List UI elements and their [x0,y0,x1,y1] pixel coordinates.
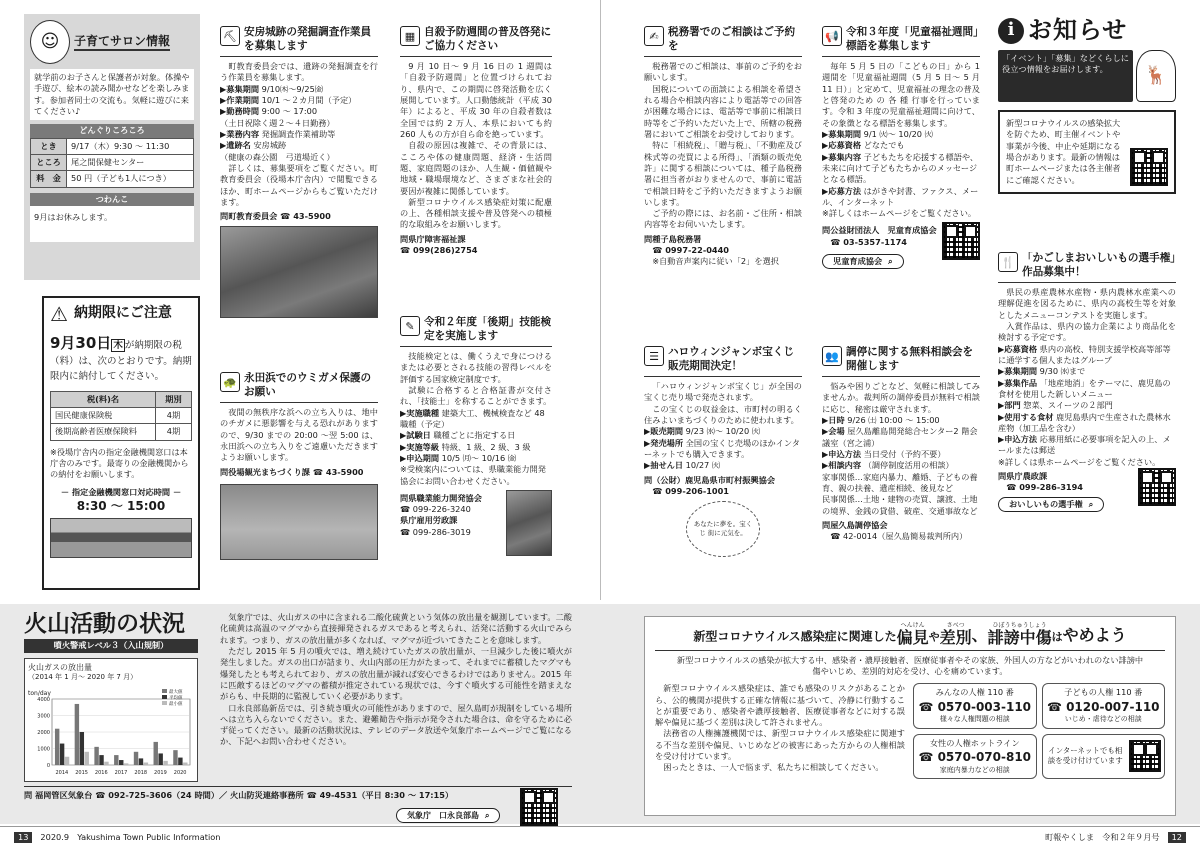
volcano-body-3: 口永良部島新岳では、引き続き噴火の可能性がありますので、屋久島町が規制をしている場所へは立ち入らないでください。また、避難勧告や指示が発令された場合は、命を守るために必ず従ってください。最新の活動状況は、テレビのデータ放送や気象庁ホームページでご覧になるか、下記へお問い合わせください。 [220,702,572,747]
salon-table [30,138,194,188]
volcano-body-1: 気象庁では、火山ガスの中に含まれる二酸化硫黄という気体の放出量を観測しています。二酸化硫黄は高温のマグマから直接揮発されるガスであると考えられ、活発に活動する火山でみられます。つまり、ガスの放出量が多くなれば、マグマが近づいてきたことを意味します。 [220,612,572,645]
deer-mascot-icon: 🦌 [1136,50,1176,102]
y-tick-label: 2000 [37,730,50,736]
lottery-tel: ☎ 099-206-1001 [652,485,730,496]
turtle-title: 永田浜でのウミガメ保護のお願い [244,372,372,398]
lottery-dept: 問（公財）鹿児島県市町村振興協会 [644,474,776,485]
volcano-footer: 問 福岡管区気象台 ☎ 092-725-3606（24 時間）／ 火山防災連絡事務所 ☎ 49-4531（平日 8:30 ～ 17:15） [24,786,572,801]
calendar-icon: ▦ [400,26,420,46]
taxoffice-body-4: ご予約の際には、お名前・ご住所・相談内容等をお伺いいたします。 [644,208,802,230]
search-icon: ⌕ [888,256,893,267]
bar-最大値 [154,742,158,765]
qr-code[interactable] [1130,148,1168,186]
turtle-photo [220,484,378,560]
mediation-body-1: 悩みや困りごとなど、気軽に相談してみませんか。裁判所の調停委員が無料で相談に応じ、秘密は厳守されます。 [822,381,980,414]
legend-label: 最大値 [169,690,183,695]
ticket-icon: ☰ [644,346,664,366]
tax-section [42,296,200,590]
notice-section [998,14,1176,246]
taxoffice-section [644,26,802,338]
internet-box: インターネットでも相談を受け付けています [1042,734,1166,780]
table-row: ところ 尾之間保健センター [31,154,194,170]
taxoffice-body-1: 税務署でのご相談は、事前のご予約をお願いします。 [644,61,802,83]
info-icon: i [998,18,1024,44]
food-note: ※詳しくは県ホームページをご覧ください。 [998,456,1161,467]
bar-最小値 [85,752,89,765]
salon-body: 就学前のお子さんと保護者が対象。体操や手遊び、絵本の読み聞かせなどを楽しみます。参加者同士の交流も。気軽に遊びに来てください♪ [30,69,194,120]
page-fold [600,0,601,600]
legend-swatch [162,695,167,699]
mediation-title: 調停に関する無料相談会を開催します [846,346,974,372]
excavation-photo [220,226,378,318]
rights-lead: 新型コロナウイルスの感染が拡大する中、感染者・濃厚接触者、医療従事者やその家族、外国人の方などがいわれのない誹謗中傷やいじめ、差別的対応を受け、心を痛めています。 [676,654,1144,676]
bank-building-image [50,518,192,558]
bar-最大値 [94,747,98,765]
bar-最大値 [114,755,118,765]
legend-label: 最小値 [169,702,183,707]
excavation-dept: 問町教育委員会 ☎ 43-5900 [220,211,331,222]
bar-平均値 [178,758,182,765]
skill-dept-1: 問県職業能力開発協会 [400,492,482,503]
skill-section: ✎ 令和２年度「後期」技能検定を実施します 技能検定とは、働くうえで身につけるまたは必要とされる技能の習得レベルを評価する国家検定制度です。 試験に合格すると合格証書が交付され、「技能士」を称することができます。 ▶実施職種 建築大工、機械検査など 48 職種（予定） ▶試験日 職種ごとに指定する日 ▶実施等級 特級、1 級、2 級、3 級 ▶申込期間 10/5 ㈪～ 10/16 ㈮ ※受検案内については、県職業能力開発協会にお問い合わせください。 問県職業能力開発協会 ☎ 099-226-3240 県庁雇用労政課 ☎ 099-286-3019 [400,316,552,592]
mediation-section: 👥 調停に関する無料相談会を開催します 悩みや困りごとなど、気軽に相談してみませんか。裁判所の調停委員が無料で相談に応じ、秘密は厳守されます。 ▶日時 9/26 ㈯ 10:00 ～ 15:00 ▶会場 屋久島離島開発総合センター2 階会議室（宮之浦） ▶申込方法 当日受付（予約不要） ▶相談内容 （調停制度活用の相談） 家事関係…家庭内暴力、離婚、子どもの養育、親の扶養、遺産相続、後見など 民事関係…土地・建物の売買、譲渡、土地の境界、金銭の貸借、破産、交通事故など 問屋久島調停協会 ☎ 42-0014（屋久島簡易裁判所内） [822,346,980,542]
lottery-body-1: 「ハロウィンジャンボ宝くじ」が全国の宝くじ売り場で発売されます。 [644,381,802,403]
excavation-section: ⛏ 安房城跡の発掘調査作業員を募集します 町教育委員会では、遺跡の発掘調査を行う作業員を募集します。 ▶募集期間 9/10㈭～9/25㈮ ▶作業期間 10/1 ～２カ月間（予定） ▶勤務時間 9:00 ～ 17:00 （土日祝除く週２～４日勤務） ▶業務内容 発掘調査作業補助等 ▶遺跡名 安房城跡 （健康の森公園 弓道場近く） 詳しくは、募集要項をご覧ください。町教育委員会（役場本庁舎内）で閲覧できるほか、町ホームページからもご覧いただけます。 問町教育委員会 ☎ 43-5900 [220,26,378,366]
chart-box [24,658,198,782]
table-row: 料 金 50 円（子ども1人につき） [31,171,194,187]
volcano-level: 噴火警戒レベル３（入山規制） [24,639,198,652]
notice-title: お知らせ [1028,16,1128,44]
suicide-dept: 問県庁障害福祉課 [400,233,466,244]
bar-最大値 [134,752,138,765]
legend-label: 平均値 [169,696,183,701]
skill-dept-2: 県庁雇用労政課 [400,515,458,526]
excavation-title: 安房城跡の発掘調査作業員を募集します [244,26,372,52]
skill-body-2: 試験に合格すると合格証書が交付され、「技能士」を称することができます。 [400,385,552,407]
x-tick-label: 2019 [154,770,167,776]
volcano-search-button[interactable]: 気象庁 口永良部島 ⌕ [396,808,500,823]
food-section: 🍴 「かごしまおいしいもの選手権」作品募集中！ 県民の県産農林水産物・県内農林水産業への理解促進を図るために、県内の高校生等を対象としたメニューコンテストを実施します。 入賞作品は、県内の協力企業により商品化を検討する予定です。 ▶応募資格 県内の高校、特別支援学校高等部等に通学する個人またはグループ ▶募集期間 9/30 ㈬まで ▶募集作品 「地産地消」をテーマに、鹿児島の食材を使用した新しいメニュー ▶部門 惣菜、スイーツの２部門 ▶使用する食材 鹿児島県内で生産された農林水産物（加工品を含む） ▶申込方法 応募用紙に必要事項を記入の上、メールまたは郵送 ※詳しくは県ホームページをご覧ください。 問県庁農政課 ☎ 099-286-3194 おいしいもの選手権 ⌕ [998,252,1176,594]
tax-note: ※役場庁舎内の指定金融機関窓口は本庁舎のみです。最寄りの金融機関からの納付をお願いします。 [50,446,189,480]
page-footer [0,826,1200,848]
excavation-intro: 町教育委員会では、遺跡の発掘調査を行う作業員を募集します。 [220,61,378,83]
mother-child-icon: ☺ [30,20,70,64]
people-meeting-icon: 👥 [822,346,842,366]
bar-最小値 [124,763,128,765]
legend-swatch [162,689,167,693]
bar-平均値 [99,755,103,765]
shovel-icon: ⛏ [220,26,240,46]
volcano-section [24,612,572,788]
poster-title: 令和３年度「児童福祉週間」標語を募集します [846,26,979,52]
chart-subtitle: （2014 年 1 月～ 2020 年 7 月） [28,673,138,682]
x-tick-label: 2016 [94,770,108,776]
food-body-1: 県民の県産農林水産物・県内農林水産業への理解促進を図るために、県内の高校生等を対象としたメニューコンテストを実施します。 [998,287,1176,320]
lottery-section: ☰ ハロウィンジャンボ宝くじ販売期間決定！ 「ハロウィンジャンボ宝くじ」が全国の宝くじ売り場で発売されます。 この宝くじの収益金は、市町村の明るく住みよいまちづくりのために使われます。 ▶販売期間 9/23 ㈬～ 10/20 ㈫ ▶発売場所 全国の宝くじ売場のほかインターネットでも購入できます。 ▶抽せん日 10/27 ㈫ 問（公財）鹿児島県市町村振興協会 ☎ 099-206-1001 あなたに夢を。宝くじ 街に元気を。 [644,346,802,594]
x-tick-label: 2018 [134,770,148,776]
x-tick-label: 2017 [114,770,128,776]
lottery-body-2: この宝くじの収益金は、市町村の明るく住みよいまちづくりのために使われます。 [644,403,802,426]
skill-tel-1: ☎ 099-226-3240 [400,504,471,515]
bar-最小値 [144,763,148,765]
food-title: 「かごしまおいしいもの選手権」作品募集中！ [1022,252,1176,278]
right-footer-text: 町報やくしま 令和２年９月号 [1044,831,1160,842]
suicide-body-1: 9 月 10 日～ 9 月 16 日の 1 週間は「自殺予防週間」と位置づけられており、県内で、この期間に啓発活動を広く展開しています。人口動態統計（平成 30 年）によると、平成 30 年の自殺者数は全国では約 2 万人、本県においても約 260 人もの方が自ら命を絶っています。 [400,61,552,139]
bar-最大値 [75,704,79,765]
bar-最小値 [163,761,167,765]
gas-chart [28,687,194,777]
poster-dept: 問公益財団法人 児童育成協会 [822,225,937,236]
mediation-tel: ☎ 42-0014（屋久島簡易裁判所内） [830,531,968,542]
bar-最小値 [65,757,69,765]
rights-body-2: 法務省の人権擁護機関では、新型コロナウイルス感染症に関連する不当な差別や偏見、いじめなどの被害にあった方からの人権相談を受け付けています。 [655,728,905,762]
suicide-section [400,26,552,310]
food-tel: ☎ 099-286-3194 [1006,482,1084,493]
suicide-title: 自殺予防週間の普及啓発にご協力ください [424,26,552,52]
warning-icon: ⚠ [50,302,68,326]
fork-spoon-icon: 🍴 [998,252,1018,272]
taxoffice-body-2: 国税についての面談による相談を希望される場合や相談内容により電話等での回答が困難な場合には、電話等で事前に相談日時等をご予約いただいた上で、所轄の税務署においてご相談をお受けしております。 [644,83,802,139]
turtle-dept: 問役場観光まちづくり課 ☎ 43-5900 [220,466,364,477]
suicide-tel: ☎ 099(286)2754 [400,245,478,256]
skill-tel-2: ☎ 099-286-3019 [400,526,471,537]
skill-note: ※受検案内については、県職業能力開発協会にお問い合わせください。 [400,464,546,486]
qr-code[interactable] [1138,468,1176,506]
bar-最大値 [55,729,59,765]
bar-最小値 [104,762,108,765]
turtle-section [220,372,378,594]
y-tick-label: 0 [46,763,50,769]
lottery-mascot: あなたに夢を。宝くじ 街に元気を。 [686,501,760,557]
rights-title: 新型コロナウイルス感染症に関連した へんけん 偏見 や さべつ 差別 、 ひぼうちゅうしょう 誹謗中傷 はやめよう [655,623,1165,651]
tax-title: 納期限にご注意 [73,305,172,322]
taxoffice-tel: ☎ 0997-22-0440 [652,245,730,256]
poster-search-button[interactable]: 児童育成協会 ⌕ [822,254,904,269]
qr-code[interactable] [1129,740,1161,772]
rights-body-1: 新型コロナウイルス感染症は、誰でも感染のリスクがあることから、公的機関が提供する正確な情報に基づいて、冷静に行動することが重要であり、感染者や濃厚接触者、医療従事者などに対する誤解や偏見に基づく差別は決して許されません。 [655,683,905,728]
tsuwanko-title: つわんこ [30,193,194,206]
qr-code[interactable] [520,788,558,826]
poster-body-1: 毎年 5 月 5 日の「こどもの日」から 1 週間を「児童福祉週間（5 月 5 日～ 5 月 11 日）」と定めて、児童福祉の理念の普及と啓発のため の 各 種 行事を行っています。令和 3 年度の児童福祉週間に向けて、その象徴となる標語を募集します。 [822,61,980,128]
volcano-title: 火山活動の状況 [24,612,185,637]
food-body-2: 入賞作品は、県内の協力企業により商品化を検討する予定です。 [998,321,1176,343]
bar-平均値 [80,732,84,765]
rights-body-3: 困ったときは、一人で悩まず、私たちに相談してください。 [663,762,884,773]
tax-hours-label: － 指定金融機関窓口対応時間 － [60,486,182,497]
chart-title: 火山ガスの放出量 [28,663,92,672]
left-page-number: 13 [14,832,32,843]
mediation-cases: 家事関係…家庭内暴力、離婚、子どもの養育、親の扶養、遺産相続、後見など 民事関係…土地・建物の売買、譲渡、土地の境界、金銭の貸借、破産、交通事故など [822,471,978,516]
qr-code[interactable] [942,222,980,260]
volcano-body-2: ただし 2015 年 5 月の噴火では、増え続けていたガスの放出量が、一旦減少した後に噴火が発生しました。ガスの出口が詰まり、火山内部の圧力がたまって、それまでに蓄積したマグマも爆発したとも考えられており、ガスの放出量が減れば安心できるわけではありません。2015 年に匹敵するほどのマグマの蓄積が推定されている現状では、今すぐ噴火する可能性を踏まえながらも、中長期的に監視していく必要があります。 [220,645,572,702]
skill-title: 令和２年度「後期」技能検定を実施します [424,316,552,342]
poster-tel: ☎ 03-5357-1174 [830,236,908,247]
bar-最大値 [173,750,177,765]
poster-note: ※詳しくはホームページをご覧ください。 [822,208,977,219]
poster-section: 📢 令和３年度「児童福祉週間」標語を募集します 毎年 5 月 5 日の「こどもの日」から 1 週間を「児童福祉週間（5 月 5 日～ 5 月 11 日）」と定めて、児童福祉の理念の普及と啓発のため の 各 種 行事を行っています。令和 3 年度の児童福祉週間に向けて、その象徴となる標語を募集します。 ▶募集期間 9/1 ㈫～ 10/20 ㈫ ▶応募資格 どなたでも ▶募集内容 子どもたちを応援する標語や、未来に向けて子どもたちからのメッセージとなる標語。 ▶応募方法 はがきや封書、ファクス、メール、インターネット ※詳しくはホームページをご覧ください。 問公益財団法人 児童育成協会 ☎ 03-5357-1174 児童育成協会 ⌕ [822,26,980,342]
bar-平均値 [60,744,64,765]
taxoffice-title: 税務署でのご相談はご予約を [668,26,796,52]
salon-section [24,14,200,280]
search-icon: ⌕ [485,811,490,820]
pen-paper-icon: ✍ [644,26,664,46]
tax-hours: 8:30 ～ 15:00 [76,498,166,513]
suicide-body-2: 自殺の原因は複雑で、その背景には、こころや体の健康問題、経済・生活問題、家庭問題のほか、人生観・価値観や地域・職場環境など、さまざまな社会的要因が複雑に関係しています。 [400,140,552,196]
y-axis-unit: ton/day [28,690,51,697]
skill-body-1: 技能検定とは、働くうえで身につけるまたは必要とされる技能の習得レベルを評価する国家検定制度です。 [400,351,552,384]
tsuwanko-body: 9月はお休みします。 [30,206,194,242]
right-page-number: 12 [1168,832,1186,843]
tax-body: が納期限の税（料）は、次のとおりです。納期限内に納付してください。 [50,340,192,382]
y-tick-label: 4000 [37,697,50,703]
tax-table: 税(料)名 期別 国民健康保険税 4期 後期高齢者医療保険料 4期 [50,391,192,441]
taxoffice-dept: 問種子島税務署 [644,233,702,244]
taxoffice-note: ※自動音声案内に従い「2」を選択 [652,256,779,267]
tax-date: 9月30日 [50,334,112,352]
hotline-box: 子どもの人権 110 番 ☎ 0120-007-110 いじめ・虐待などの相談 [1042,683,1166,729]
search-icon: ⌕ [1088,498,1094,509]
x-tick-label: 2014 [55,770,69,776]
taxoffice-body-3: 特に「相続税」、「贈与税」、「不動産及び株式等の売買による所得」、「酒類の販売免許」に関する相談については、種子島税務署に担当者がおりませんので、事前に電話で相談日時をご予約いただきますようお願いします。 [644,140,802,207]
excavation-body: 詳しくは、募集要項をご覧ください。町教育委員会（役場本庁舎内）で閲覧できるほか、町ホームページからもご覧いただけます。 [220,162,378,207]
table-row: とき 9/17（木）9:30 ～ 11:30 [31,138,194,154]
salon-title: 子育てサロン情報 [74,33,170,52]
y-tick-label: 3000 [37,713,50,720]
tax-weekday: 木 [113,340,123,351]
hotline-box: みんなの人権 110 番 ☎ 0570-003-110 様々な人権問題の相談 [913,683,1037,729]
pencil-icon: ✎ [400,316,420,336]
y-tick-label: 1000 [37,746,50,753]
x-tick-label: 2020 [173,770,187,776]
rights-section [644,616,1176,816]
lottery-title: ハロウィンジャンボ宝くじ販売期間決定！ [668,346,795,372]
legend-swatch [162,701,167,705]
bar-平均値 [119,760,123,765]
skill-photo [506,490,552,556]
table-row: 後期高齢者医療保険料 4期 [51,424,192,440]
turtle-icon: 🐢 [220,372,240,392]
notice-sub: 「イベント」「募集」などくらしに役立つ情報をお届けします。 [998,50,1133,102]
bar-最小値 [183,763,187,765]
left-footer-text: 2020.9 Yakushima Town Public Information [40,831,221,842]
table-row: 国民健康保険税 4期 [51,408,192,424]
food-search-button[interactable]: おいしいもの選手権 ⌕ [998,497,1104,512]
hotline-box: 女性の人権ホットライン ☎ 0570-070-810 家庭内暴力などの相談 [913,734,1037,780]
notice-corona: 新型コロナウイルスの感染拡大を防ぐため、町主催イベントや事業が今後、中止や延期になる場合があります。最新の情報は町ホームページまたは各主催者にご確認ください。 [1006,118,1121,185]
bar-平均値 [158,753,162,765]
food-dept: 問県庁農政課 [998,471,1048,482]
suicide-body-3: 新型コロナウイルス感染症対策に配慮の上、各種相談支援や普及啓発への積極的な取組みをお願いします。 [400,196,552,230]
bar-平均値 [139,758,143,765]
turtle-body: 夜間の無秩序な浜への立ち入りは、地中のチガメに悪影響を与える恐れがありますので、9/30 までの 20:00 ～翌 5:00 は、永田浜への立ち入りをご遠慮いただきますようお願いします。 [220,407,378,463]
x-tick-label: 2015 [75,770,88,776]
megaphone-icon: 📢 [822,26,842,46]
donguri-title: どんぐりころころ [30,124,194,137]
mediation-dept: 問屋久島調停協会 [822,519,888,530]
